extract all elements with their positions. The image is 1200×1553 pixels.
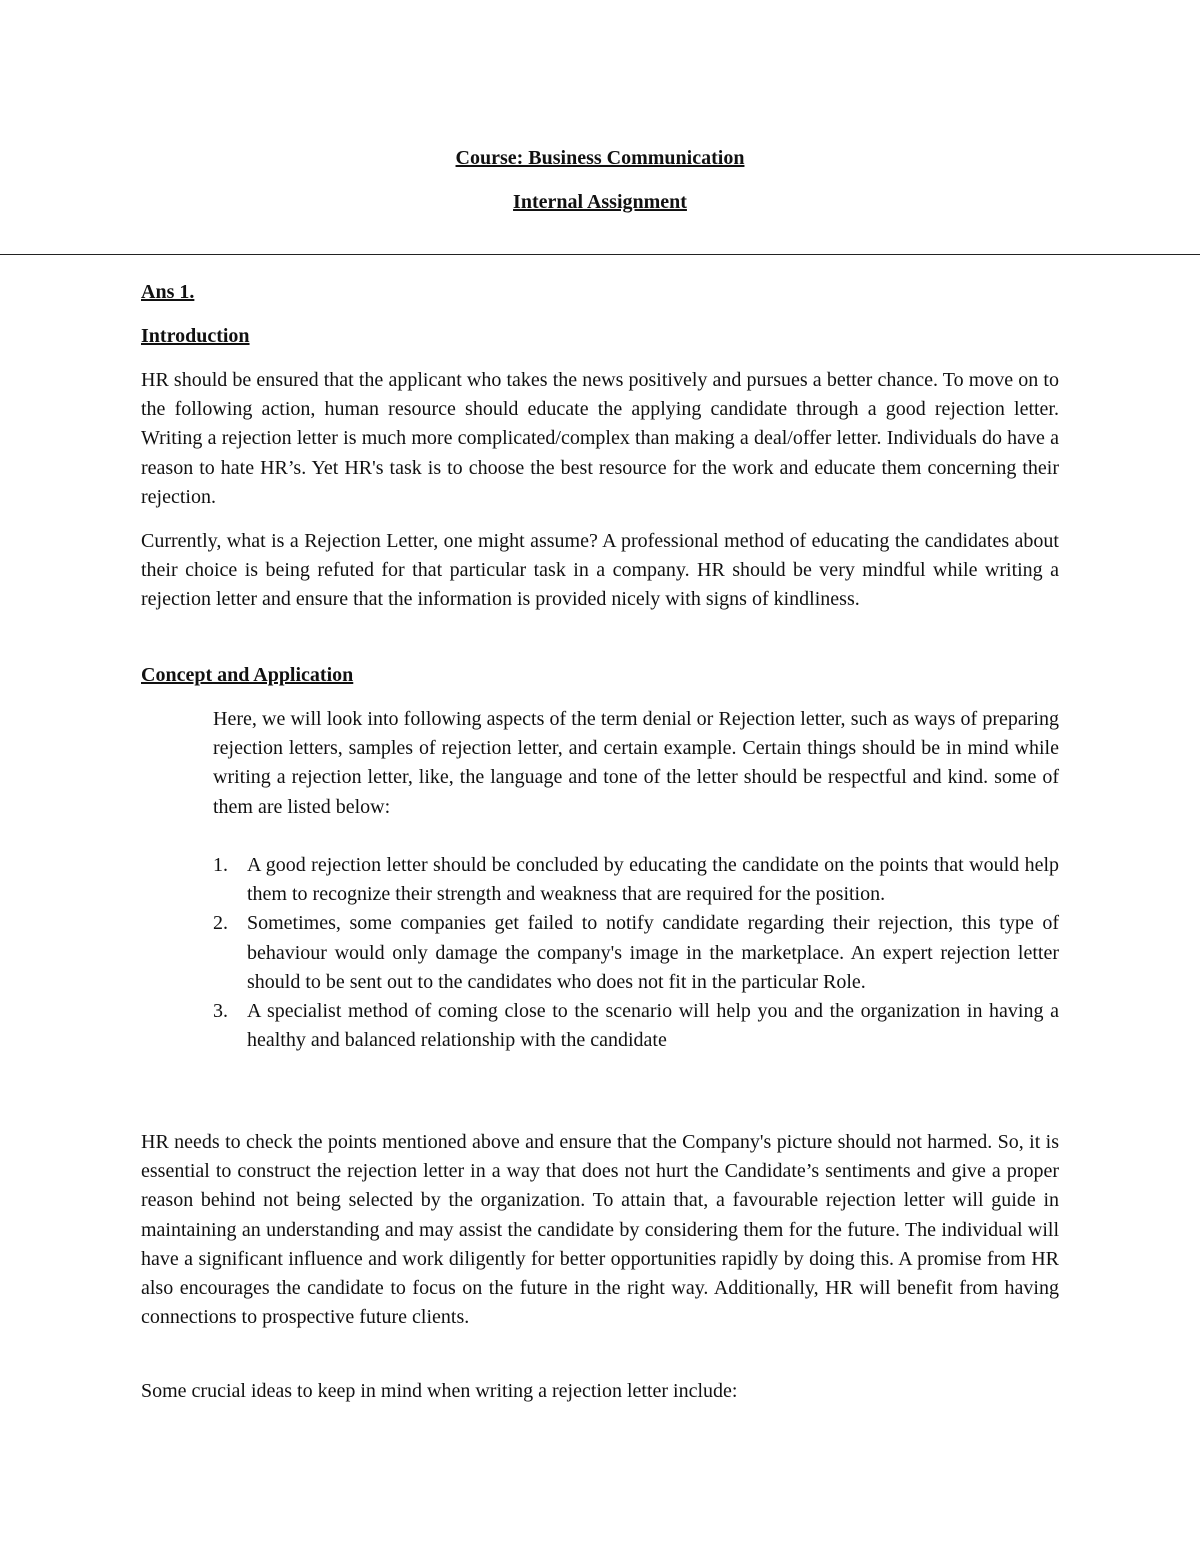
- list-item-number: 1.: [213, 854, 228, 876]
- assignment-title: Internal Assignment: [513, 191, 687, 213]
- introduction-paragraph-1: HR should be ensured that the applicant who takes the news positively and pursues a better chance. To move on to the following action, human resource should educate the applying candidate through a good rejection letter. Writing a rejection letter is much more complicated/complex than making a deal/offer letter. Individuals do have a reason to hate HR’s. Yet HR's task is to choose the best resource for the work and educate them concerning their rejection.: [141, 369, 1059, 508]
- introduction-heading: Introduction: [141, 325, 250, 347]
- list-item-text: A specialist method of coming close to the scenario will help you and the organization in having a healthy and balanced relationship with the candidate: [247, 1000, 1059, 1052]
- answer-label: Ans 1.: [141, 281, 195, 303]
- concept-heading: Concept and Application: [141, 664, 354, 686]
- header-divider: [0, 254, 1200, 255]
- aspects-list: [213, 851, 1059, 1055]
- list-item-text: A good rejection letter should be concluded by educating the candidate on the points that would help them to recognize their strength and weakness that are required for the position.: [247, 854, 1059, 906]
- conclusion-paragraph: HR needs to check the points mentioned above and ensure that the Company's picture should not harmed. So, it is essential to construct the rejection letter in a way that does not hurt the Candidate’s sentiments and give a proper reason behind not being selected by the organization. To attain that, a favourable rejection letter will guide in maintaining an understanding and may assist the candidate by considering them for the future. The individual will have a significant influence and work diligently for better opportunities rapidly by doing this. A promise from HR also encourages the candidate to focus on the future in the right way. Additionally, HR will benefit from having connections to prospective future clients.: [141, 1131, 1059, 1329]
- list-item-number: 3.: [213, 1000, 228, 1023]
- list-item: [213, 997, 1059, 1055]
- list-item-text: Sometimes, some companies get failed to notify candidate regarding their rejection, this type of behaviour would only damage the company's image in the marketplace. An expert rejection letter should to be sent out to the candidates who does not fit in the particular Role.: [247, 912, 1059, 993]
- course-title: Course: Business Communication: [455, 147, 745, 169]
- closing-line: Some crucial ideas to keep in mind when writing a rejection letter include:: [141, 1380, 738, 1402]
- concept-intro-paragraph: Here, we will look into following aspects of the term denial or Rejection letter, such as ways of preparing rejection letters, samples of rejection letter, and certain example. Certain things should be in mind while writing a rejection letter, like, the language and tone of the letter should be respectful and kind. some of them are listed below:: [213, 708, 1059, 818]
- list-item: [213, 909, 1059, 997]
- introduction-paragraph-2: Currently, what is a Rejection Letter, one might assume? A professional method of educating the candidates about their choice is being refuted for that particular task in a company. HR should be very mindful while writing a rejection letter and ensure that the information is provided nicely with signs of kindliness.: [141, 530, 1059, 611]
- list-item-number: 2.: [213, 912, 228, 935]
- list-item: [213, 851, 1059, 909]
